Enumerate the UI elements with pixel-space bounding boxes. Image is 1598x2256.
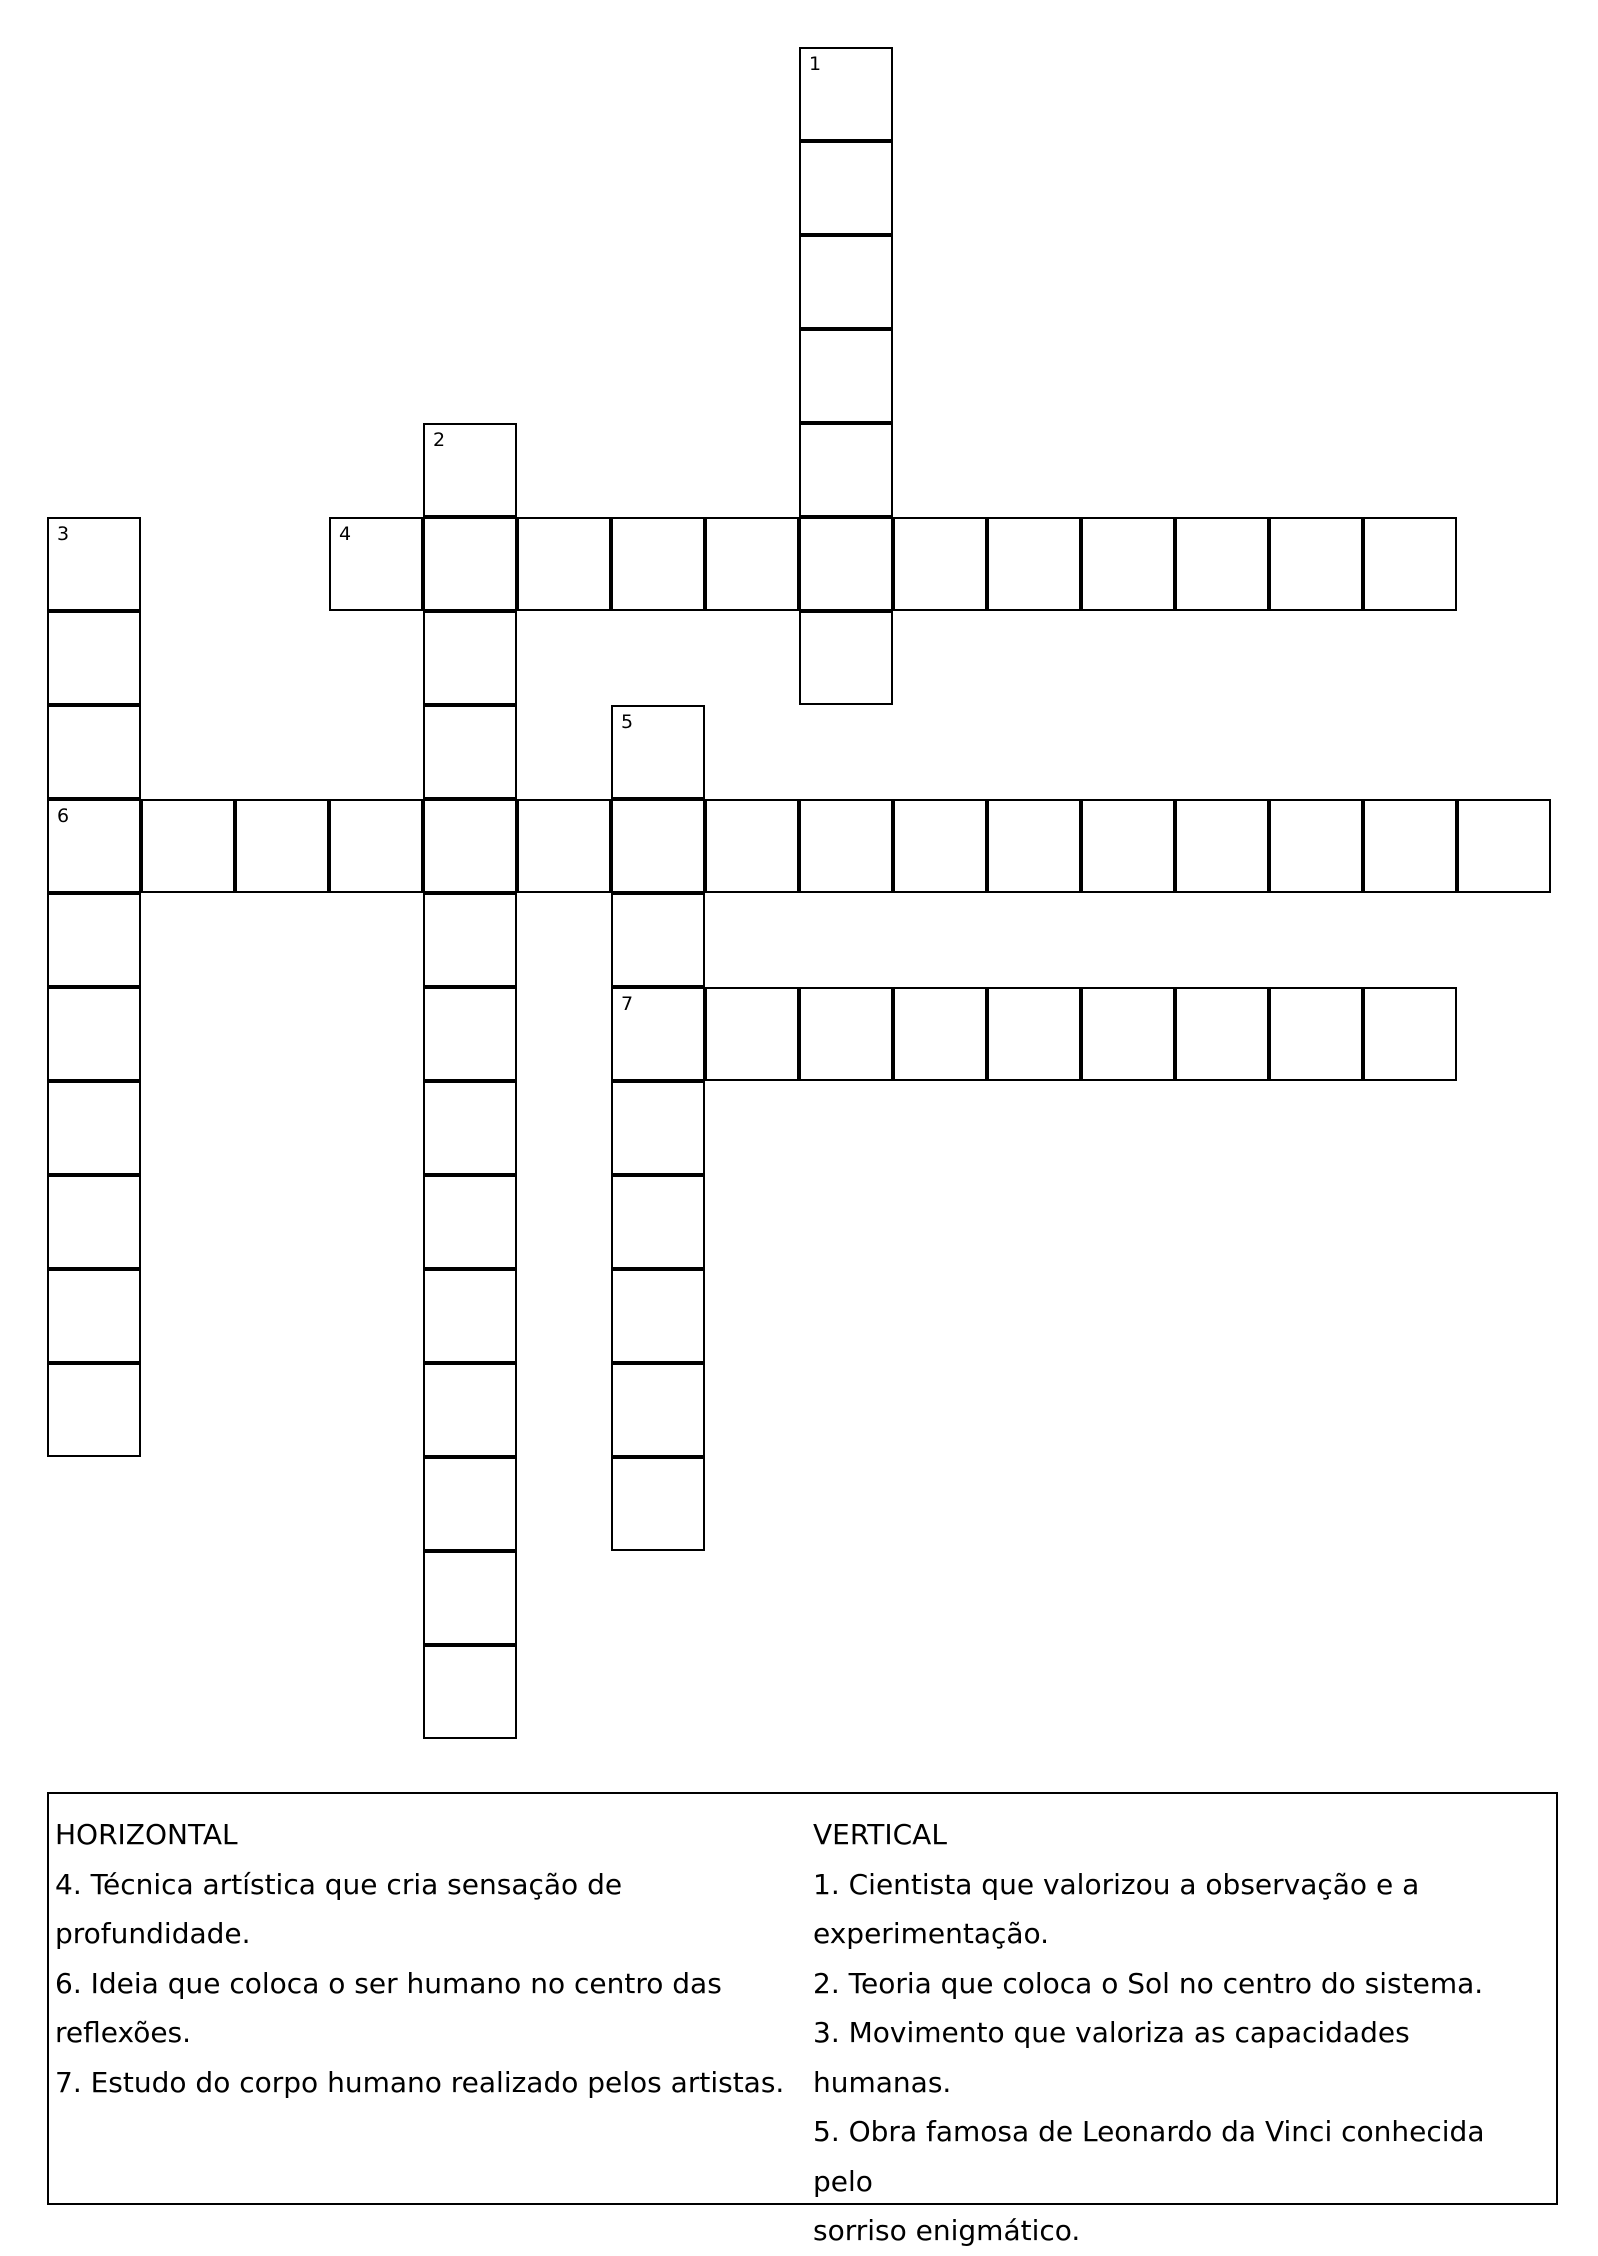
- grid-cell[interactable]: [799, 987, 893, 1081]
- grid-cell[interactable]: [1269, 987, 1363, 1081]
- grid-cell[interactable]: [1269, 517, 1363, 611]
- grid-cell[interactable]: [705, 517, 799, 611]
- grid-cell[interactable]: [987, 799, 1081, 893]
- grid-cell[interactable]: [893, 799, 987, 893]
- clue-number: 2: [433, 429, 446, 451]
- grid-cell[interactable]: [611, 1457, 705, 1551]
- grid-cell[interactable]: [423, 893, 517, 987]
- grid-cell[interactable]: [423, 1551, 517, 1645]
- grid-cell[interactable]: [799, 47, 893, 141]
- grid-cell[interactable]: [47, 987, 141, 1081]
- clue-number: 5: [621, 711, 634, 733]
- clue-number: 6: [57, 805, 70, 827]
- grid-cell[interactable]: [1175, 799, 1269, 893]
- grid-cell[interactable]: [1363, 799, 1457, 893]
- grid-cell[interactable]: [47, 1081, 141, 1175]
- grid-cell[interactable]: [611, 893, 705, 987]
- clue-number: 1: [809, 53, 822, 75]
- grid-cell[interactable]: [329, 517, 423, 611]
- grid-cell[interactable]: [47, 799, 141, 893]
- grid-cell[interactable]: [517, 799, 611, 893]
- grid-cell[interactable]: [611, 987, 705, 1081]
- horizontal-title: HORIZONTAL: [55, 1818, 238, 1851]
- horizontal-clue-line: 6. Ideia que coloca o ser humano no centro das: [55, 1966, 722, 2000]
- clue-number: 4: [339, 523, 352, 545]
- grid-cell[interactable]: [705, 987, 799, 1081]
- grid-cell[interactable]: [47, 893, 141, 987]
- clue-number: 3: [57, 523, 70, 545]
- grid-cell[interactable]: [611, 1175, 705, 1269]
- vertical-clue-line: 3. Movimento que valoriza as capacidades humanas.: [813, 2016, 1410, 2099]
- grid-cell[interactable]: [47, 1269, 141, 1363]
- grid-cell[interactable]: [799, 141, 893, 235]
- grid-cell[interactable]: [423, 423, 517, 517]
- grid-cell[interactable]: [1081, 799, 1175, 893]
- grid-cell[interactable]: [987, 987, 1081, 1081]
- vertical-clue-line: 5. Obra famosa de Leonardo da Vinci conhecida pelo: [813, 2115, 1485, 2198]
- grid-cell[interactable]: [141, 799, 235, 893]
- grid-cell[interactable]: [893, 517, 987, 611]
- grid-cell[interactable]: [423, 611, 517, 705]
- grid-cell[interactable]: [799, 611, 893, 705]
- horizontal-clue-line: reflexões.: [55, 2016, 192, 2049]
- grid-cell[interactable]: [893, 987, 987, 1081]
- grid-cell[interactable]: [1363, 987, 1457, 1081]
- clue-number: 7: [621, 993, 634, 1015]
- horizontal-clues: [55, 1810, 795, 2107]
- horizontal-clue-line: profundidade.: [55, 1917, 251, 1950]
- grid-cell[interactable]: [1269, 799, 1363, 893]
- grid-cell[interactable]: [47, 705, 141, 799]
- horizontal-clue-line: 4. Técnica artística que cria sensação de: [55, 1867, 623, 1901]
- grid-cell[interactable]: [611, 705, 705, 799]
- grid-cell[interactable]: [1363, 517, 1457, 611]
- grid-cell[interactable]: [799, 329, 893, 423]
- grid-cell[interactable]: [611, 1269, 705, 1363]
- vertical-clues: [813, 1810, 1553, 2256]
- grid-cell[interactable]: [423, 1363, 517, 1457]
- grid-cell[interactable]: [329, 799, 423, 893]
- grid-cell[interactable]: [705, 799, 799, 893]
- vertical-clue-line: 1. Cientista que valorizou a observação e a: [813, 1867, 1420, 1901]
- grid-cell[interactable]: [1457, 799, 1551, 893]
- grid-cell[interactable]: [1175, 517, 1269, 611]
- horizontal-clue-line: 7. Estudo do corpo humano realizado pelos artistas.: [55, 2065, 785, 2099]
- grid-cell[interactable]: [611, 799, 705, 893]
- grid-cell[interactable]: [1175, 987, 1269, 1081]
- grid-cell[interactable]: [799, 517, 893, 611]
- grid-cell[interactable]: [47, 1363, 141, 1457]
- grid-cell[interactable]: [1081, 987, 1175, 1081]
- vertical-title: VERTICAL: [813, 1818, 947, 1851]
- grid-cell[interactable]: [517, 517, 611, 611]
- grid-cell[interactable]: [611, 1081, 705, 1175]
- grid-cell[interactable]: [423, 705, 517, 799]
- vertical-clue-line: experimentação.: [813, 1917, 1050, 1950]
- grid-cell[interactable]: [47, 611, 141, 705]
- grid-cell[interactable]: [47, 1175, 141, 1269]
- grid-cell[interactable]: [611, 517, 705, 611]
- clue-box: [47, 1792, 1558, 2247]
- grid-cell[interactable]: [423, 1269, 517, 1363]
- grid-cell[interactable]: [423, 1457, 517, 1551]
- grid-cell[interactable]: [47, 517, 141, 611]
- grid-cell[interactable]: [1081, 517, 1175, 611]
- grid-cell[interactable]: [423, 799, 517, 893]
- grid-cell[interactable]: [423, 1645, 517, 1739]
- vertical-clue-line: 2. Teoria que coloca o Sol no centro do sistema.: [813, 1966, 1484, 2000]
- grid-cell[interactable]: [423, 517, 517, 611]
- grid-cell[interactable]: [423, 1175, 517, 1269]
- vertical-clue-line: sorriso enigmático.: [813, 2214, 1081, 2247]
- grid-cell[interactable]: [987, 517, 1081, 611]
- grid-cell[interactable]: [235, 799, 329, 893]
- grid-cell[interactable]: [423, 987, 517, 1081]
- grid-cell[interactable]: [799, 235, 893, 329]
- grid-cell[interactable]: [799, 423, 893, 517]
- grid-cell[interactable]: [611, 1363, 705, 1457]
- grid-cell[interactable]: [799, 799, 893, 893]
- grid-cell[interactable]: [423, 1081, 517, 1175]
